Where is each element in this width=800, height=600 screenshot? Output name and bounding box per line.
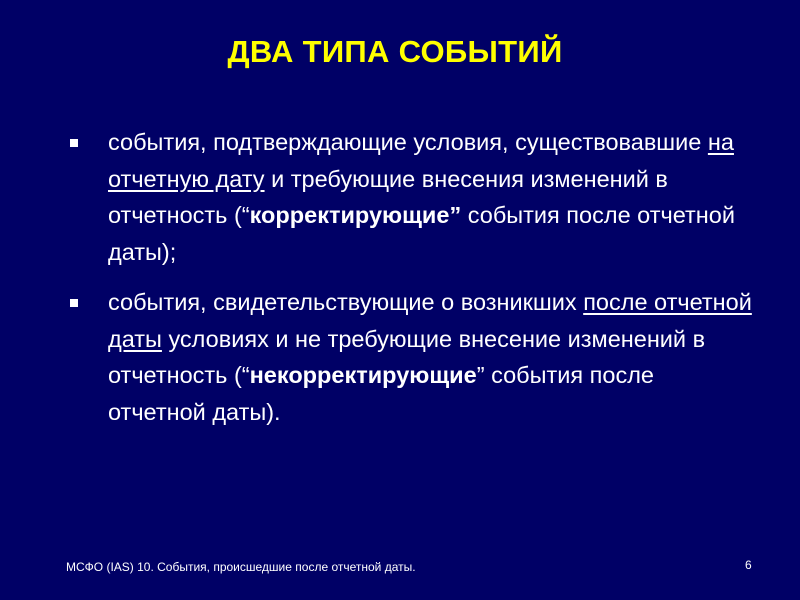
page-number: 6 <box>745 558 752 572</box>
bullet-text-part: события после отчетной даты); <box>108 202 735 265</box>
slide-title: ДВА ТИПА СОБЫТИЙ <box>227 34 563 69</box>
bullet-text-part: и требующие внесения изменений в отчетность (“ <box>108 165 668 228</box>
bold-term: корректирующие” <box>249 202 462 228</box>
slide-footer: МСФО (IAS) 10. События, происшедшие после отчетной даты. <box>66 560 416 574</box>
bullet-text-part: условиях и не требующие внесение изменений в отчетность (“ <box>108 325 706 388</box>
square-bullet-icon <box>70 299 78 307</box>
bullet-text-part: события, свидетельствующие о возникших <box>108 289 584 315</box>
underlined-term: после отчетной даты <box>108 289 752 352</box>
bullet-text-part: события, подтверждающие условия, существовавшие <box>108 129 708 155</box>
bullet-text-part: ” события после отчетной даты). <box>108 362 654 425</box>
underlined-term: на отчетную дату <box>108 129 734 192</box>
bullet-item-non-adjusting-events <box>68 284 758 430</box>
bold-term: некорректирующие <box>249 362 477 388</box>
bullet-item-adjusting-events <box>68 124 758 270</box>
square-bullet-icon <box>70 139 78 147</box>
bullet-list <box>68 124 758 430</box>
